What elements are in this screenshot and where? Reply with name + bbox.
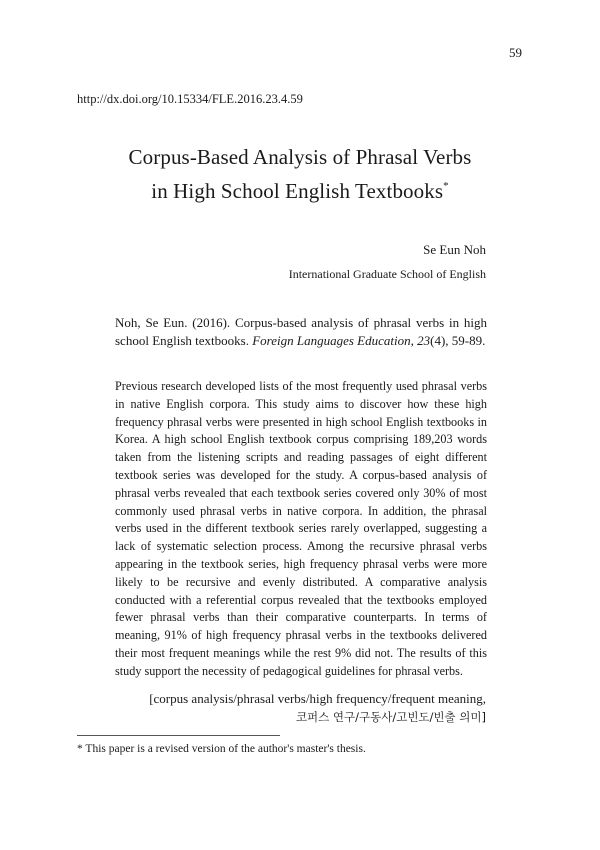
page-number: 59 [509,45,522,60]
abstract: Previous research developed lists of the most frequently used phrasal verbs in native English corpora. This study aims to discover how these high frequency phrasal verbs were presented in high school English textbooks in Korea. A high school English textbook corpus comprising 189,203 words taken from the listening scripts and reading passages of eight different textbook series was developed for the study. A corpus-based analysis of phrasal verbs revealed that each textbook series covered only 30% of most commonly used phrasal verbs in native corpora. In addition, the phrasal verbs used in the different textbook series rarely overlapped, suggesting a lack of systematic selection process. Among the recursive phrasal verbs appearing in the textbook series, high frequency phrasal verbs were more likely to be recursive and evenly distributed. A comparative analysis conducted with a referential corpus revealed that the textbooks employed fewer phrasal verbs than their comparative counterparts. In terms of meaning, 91% of high frequency phrasal verbs in the textbooks delivered their most frequent meanings while the rest 9% did not. The results of this study support the necessity of pedagogical guidelines for phrasal verbs. [115,379,487,678]
doi-link[interactable]: http://dx.doi.org/10.15334/FLE.2016.23.4.59 [77,92,303,106]
title-line-1: Corpus-Based Analysis of Phrasal Verbs [128,145,472,169]
citation-issue-pages: (4), 59-89. [430,333,486,348]
paper-title [0,143,600,206]
title-line-2 [0,172,600,206]
keywords [106,690,486,726]
keywords-korean: 코퍼스 연구/구동사/고빈도/빈출 의미] [295,710,486,724]
footnote-divider [77,735,280,736]
citation-text: Noh, Se Eun. (2016). Corpus-based analysis of phrasal verbs in high school English textbooks. [115,315,487,348]
title-footnote-mark: * [443,180,449,192]
footnote: * This paper is a revised version of the author's master's thesis. [77,743,366,755]
citation [115,314,487,350]
author-name: Se Eun Noh [423,242,486,257]
citation-journal: Foreign Languages Education, 23 [252,333,431,348]
author-affiliation: International Graduate School of English [288,267,486,281]
title-line-2-text: in High School English Textbooks [151,179,444,203]
keywords-english: [corpus analysis/phrasal verbs/high frequency/frequent meaning, [149,691,486,706]
author-block [289,238,486,286]
